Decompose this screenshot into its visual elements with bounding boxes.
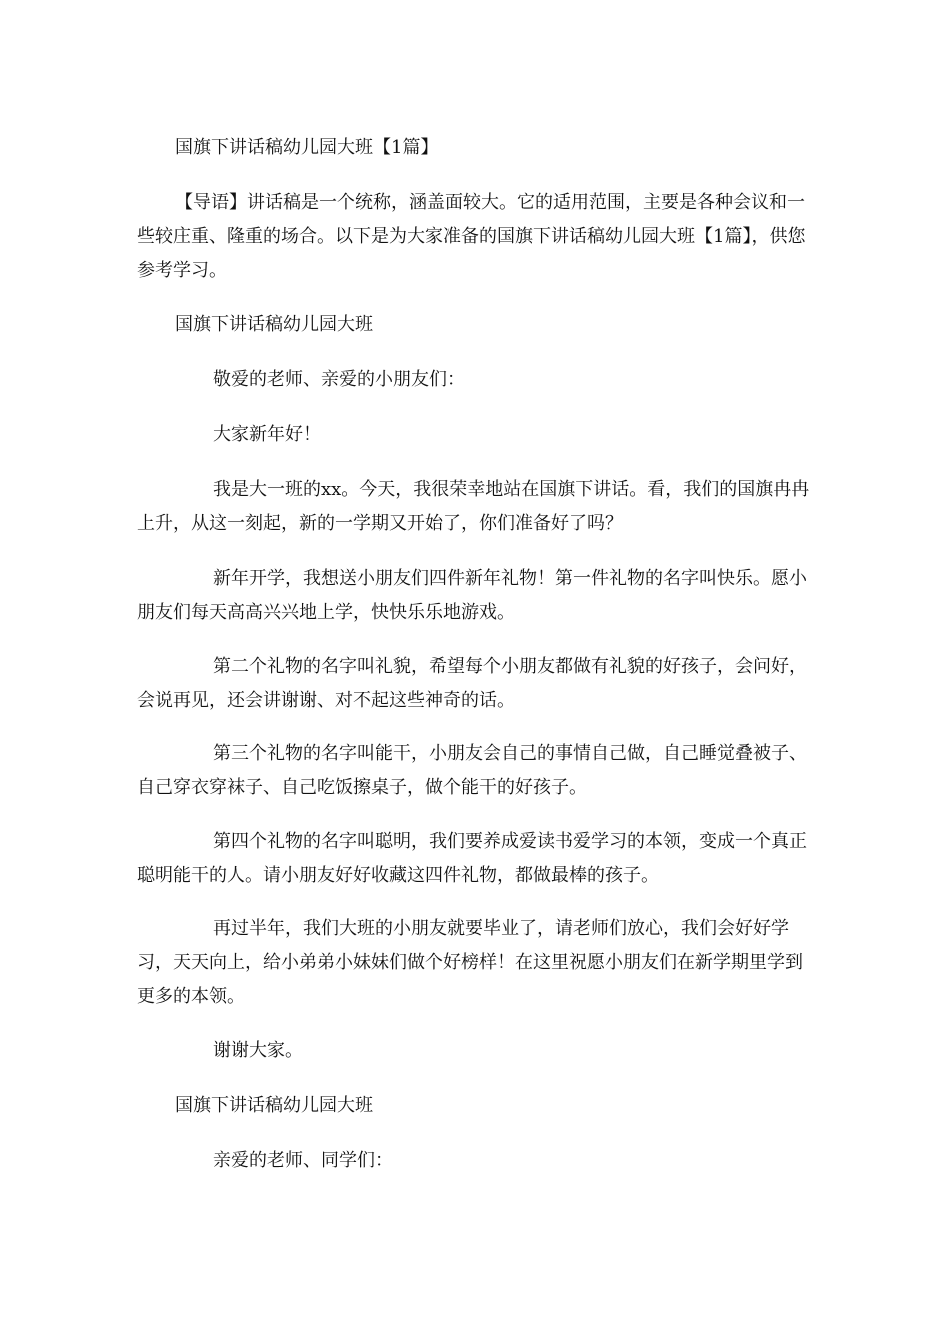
section-heading: 国旗下讲话稿幼儿园大班	[175, 314, 373, 335]
body-paragraph: 再过半年，我们大班的小朋友就要毕业了，请老师们放心，我们会好好学习，天天向上，给小弟弟小妹妹们做个好榜样！在这里祝愿小朋友们在新学期里学到更多的本领。	[137, 918, 803, 1007]
body-paragraph: 第二个礼物的名字叫礼貌，希望每个小朋友都做有礼貌的好孩子，会问好，会说再见，还会讲谢谢、对不起这些神奇的话。	[137, 656, 807, 711]
greeting: 亲爱的老师、同学们：	[213, 1150, 393, 1171]
body-paragraph: 第四个礼物的名字叫聪明，我们要养成爱读书爱学习的本领，变成一个真正聪明能干的人。请小朋友好好收藏这四件礼物，都做最棒的孩子。	[137, 831, 807, 886]
section-heading: 国旗下讲话稿幼儿园大班	[175, 1095, 373, 1116]
body-paragraph: 我是大一班的xx。今天，我很荣幸地站在国旗下讲话。看，我们的国旗冉冉上升，从这一刻起，新的一学期又开始了，你们准备好了吗？	[137, 479, 810, 534]
greeting: 敬爱的老师、亲爱的小朋友们：	[213, 369, 465, 390]
body-paragraph: 第三个礼物的名字叫能干，小朋友会自己的事情自己做，自己睡觉叠被子、自己穿衣穿袜子、自己吃饭擦桌子，做个能干的好孩子。	[137, 743, 807, 798]
intro-paragraph: 【导语】讲话稿是一个统称，涵盖面较大。它的适用范围，主要是各种会议和一些较庄重、隆重的场合。以下是为大家准备的国旗下讲话稿幼儿园大班【1篇】，供您参考学习。	[137, 192, 806, 281]
new-year-greeting: 大家新年好！	[213, 424, 321, 445]
document-title: 国旗下讲话稿幼儿园大班【1篇】	[175, 137, 439, 158]
body-paragraph: 新年开学，我想送小朋友们四件新年礼物！第一件礼物的名字叫快乐。愿小朋友们每天高高兴兴地上学，快快乐乐地游戏。	[137, 568, 807, 623]
closing-thanks: 谢谢大家。	[213, 1040, 303, 1061]
